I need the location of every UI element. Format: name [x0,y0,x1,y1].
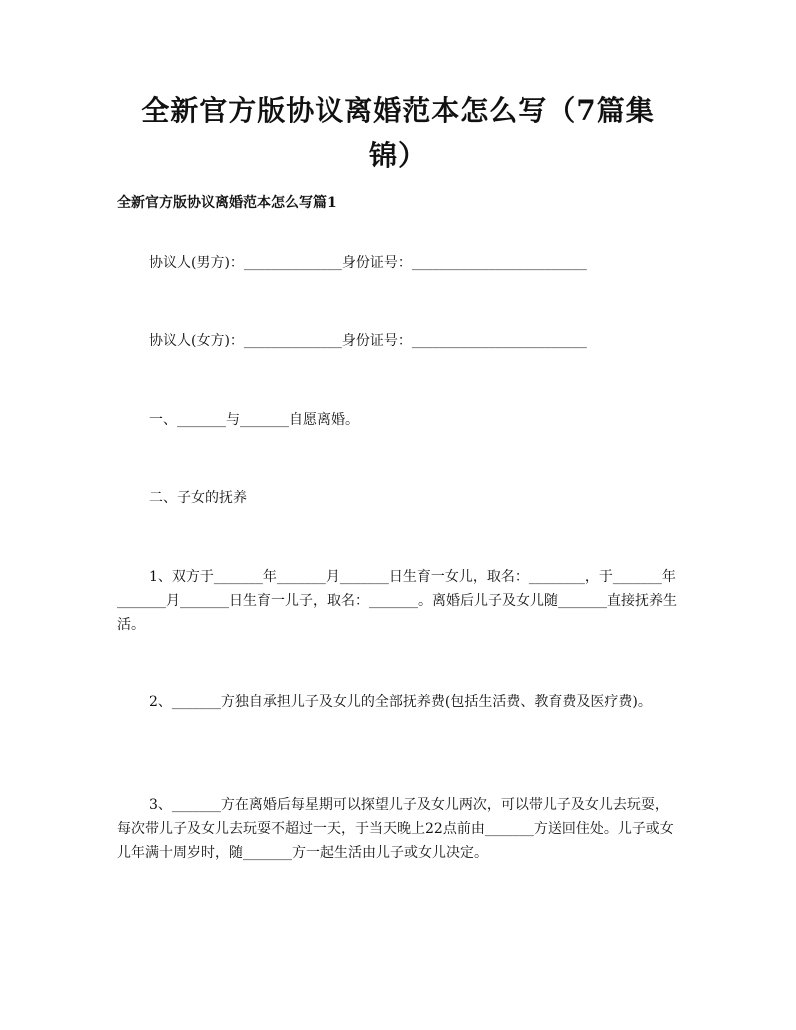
section-heading: 全新官方版协议离婚范本怎么写篇1 [117,195,337,211]
document-title-line-2: 锦） [368,139,427,172]
document-title-line-1: 全新官方版协议离婚范本怎么写（7篇集 [141,94,655,127]
male-party-line: 协议人(男方)：______________身份证号：_________________________ [149,255,587,271]
clause-2-heading: 二、子女的抚养 [149,490,247,506]
clause-2-item-2: 2、_______方独自承担儿子及女儿的全部抚养费(包括生活费、教育费及医疗费)。 [149,694,652,710]
clause-2-item-1: 1、双方于_______年_______月_______日生育一女儿，取名：________，于_______年_______月_______日生育一儿子，取名：_______。离婚后儿子及女儿随_______直接抚养生活。 [117,569,677,633]
clause-1-voluntary-divorce: 一、_______与_______自愿离婚。 [149,412,359,428]
female-party-line: 协议人(女方)：______________身份证号：_________________________ [149,333,587,349]
clause-2-item-3: 3、_______方在离婚后每星期可以探望儿子及女儿两次，可以带儿子及女儿去玩耍，每次带儿子及女儿去玩耍不超过一天，于当天晚上22点前由_______方送回住处。儿子或女儿年满十周岁时，随_______方一起生活由儿子或女儿决定。 [117,797,674,861]
